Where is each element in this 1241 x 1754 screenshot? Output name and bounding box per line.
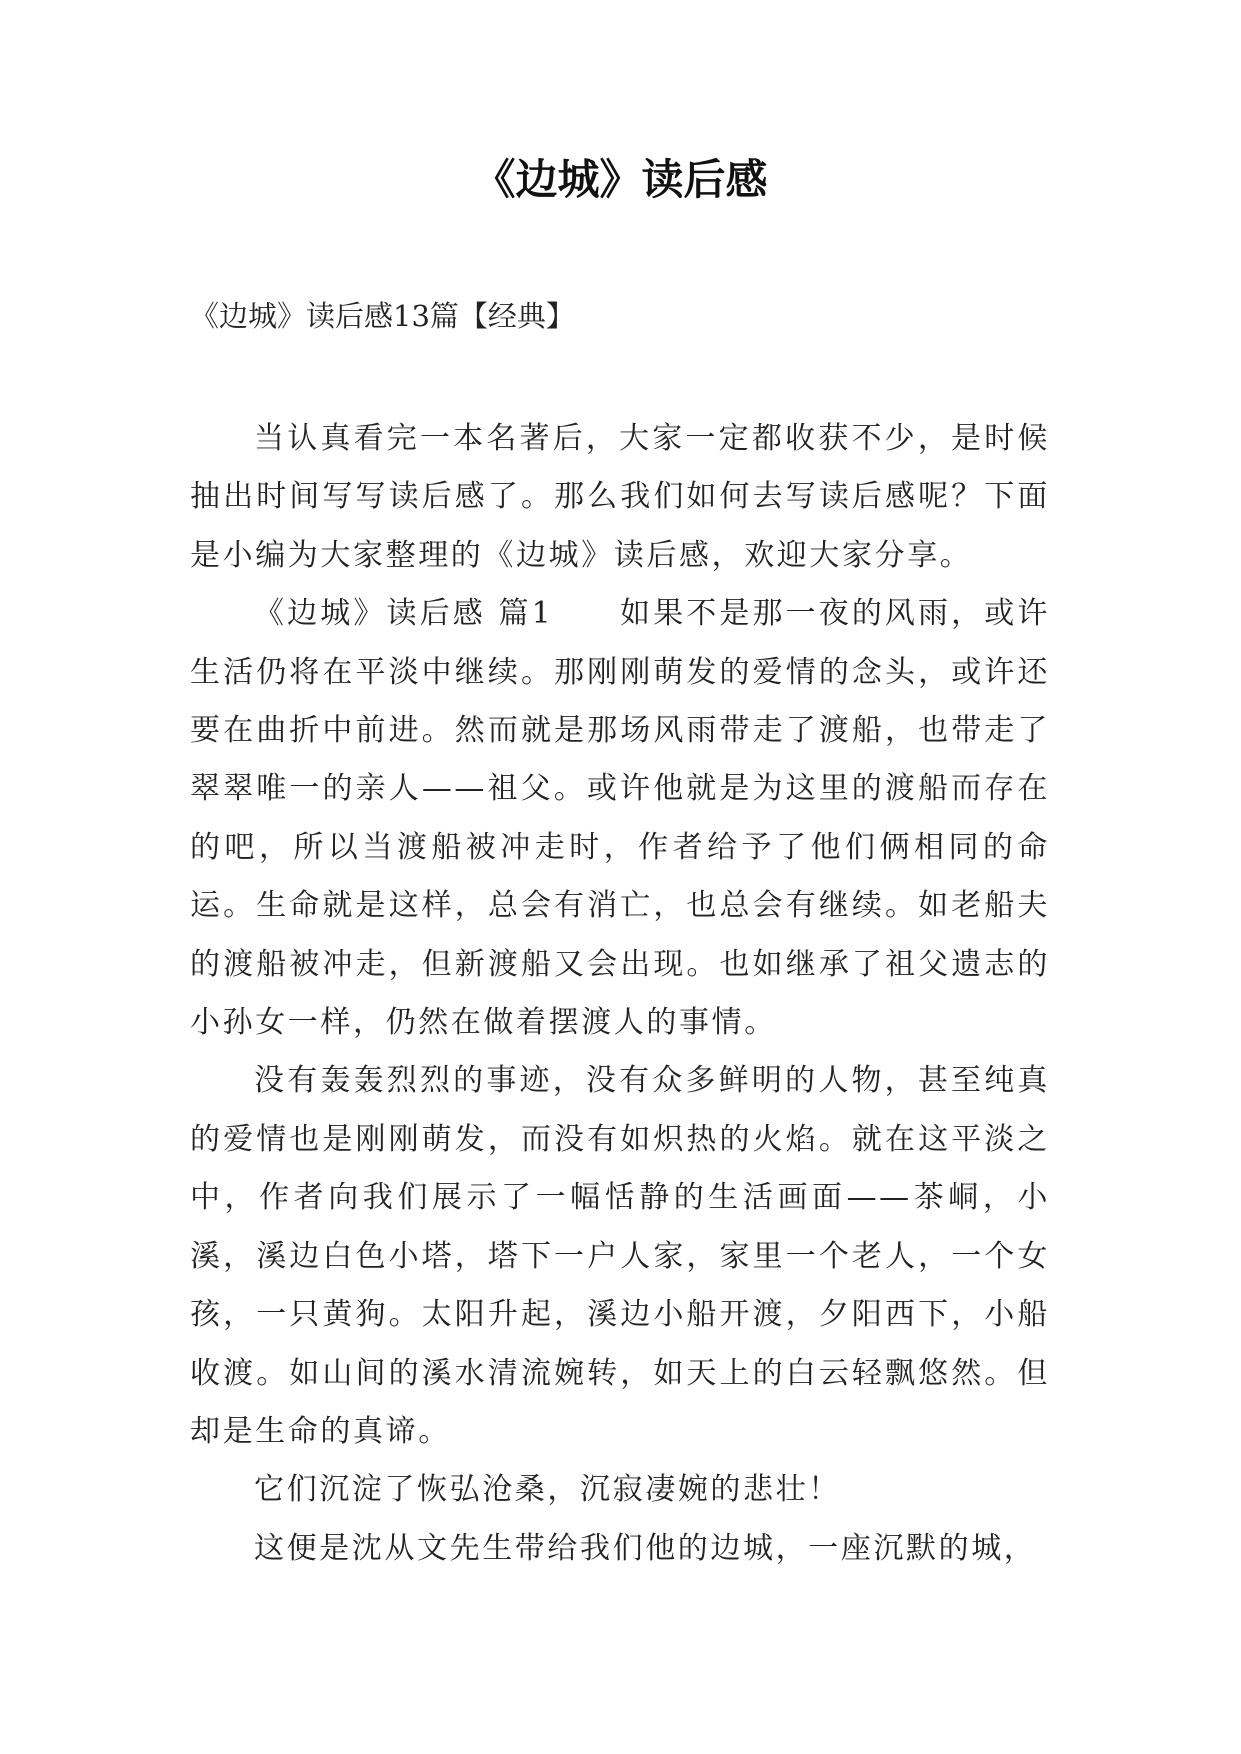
document-body	[190, 410, 1050, 1578]
document-subtitle: 《边城》读后感13篇【经典】	[190, 299, 575, 333]
paragraph-scene: 没有轰轰烈烈的事迹，没有众多鲜明的人物，甚至纯真的爱情也是刚刚萌发，而没有如炽热的火焰。就在这平淡之中，作者向我们展示了一幅恬静的生活画面——茶峒，小溪，溪边白色小塔，塔下一户人家，家里一个老人，一个女孩，一只黄狗。太阳升起，溪边小船开渡，夕阳西下，小船收渡。如山间的溪水清流婉转，如天上的白云轻飘悠然。但却是生命的真谛。	[190, 1063, 1050, 1449]
paragraph-silent-city: 这便是沈从文先生带给我们他的边城，一座沉默的城，	[254, 1530, 1037, 1566]
paragraph-intro: 当认真看完一本名著后，大家一定都收获不少，是时候抽出时间写写读后感了。那么我们如何去写读后感呢？下面是小编为大家整理的《边城》读后感，欢迎大家分享。	[190, 421, 1050, 573]
paragraph-tragedy: 它们沉淀了恢弘沧桑，沉寂凄婉的悲壮！	[254, 1472, 841, 1508]
paragraph-essay-1: 《边城》读后感 篇1 如果不是那一夜的风雨，或许生活仍将在平淡中继续。那刚刚萌发的爱情的念头，或许还要在曲折中前进。然而就是那场风雨带走了渡船，也带走了翠翠唯一的亲人——祖父。或许他就是为这里的渡船而存在的吧，所以当渡船被冲走时，作者给予了他们俩相同的命运。生命就是这样，总会有消亡，也总会有继续。如老船夫的渡船被冲走，但新渡船又会出现。也如继承了祖父遗志的小孙女一样，仍然在做着摆渡人的事情。	[190, 596, 1050, 1041]
document-title: 《边城》读后感	[473, 155, 768, 204]
